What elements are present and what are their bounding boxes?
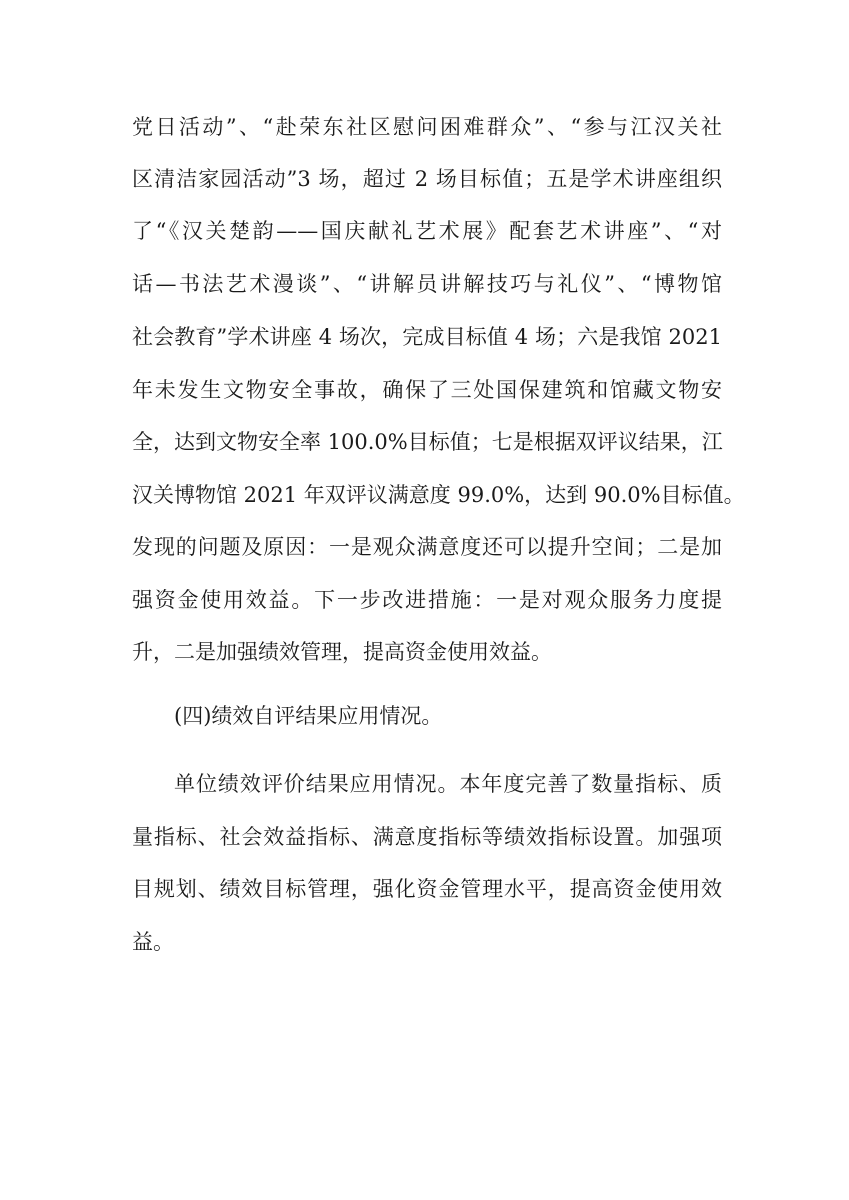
paragraph-1-line-2: 区清洁家园活动”3 场，超过 2 场目标值；五是学术讲座组织 <box>132 167 722 191</box>
paragraph-1-line-11: 升，二是加强绩效管理，提高资金使用效益。 <box>132 640 552 664</box>
paragraph-1-line-6: 年未发生文物安全事故，确保了三处国保建筑和馆藏文物安 <box>132 378 722 402</box>
paragraph-1-line-4: 话—书法艺术漫谈”、“讲解员讲解技巧与礼仪”、“博物馆 <box>132 272 722 296</box>
paragraph-2-line-4: 益。 <box>132 930 174 954</box>
paragraph-1-line-7: 全，达到文物安全率 100.0%目标值；七是根据双评议结果，江 <box>132 430 723 454</box>
paragraph-2-line-2: 量指标、社会效益指标、满意度指标等绩效指标设置。加强项 <box>132 825 722 849</box>
section-heading: (四)绩效自评结果应用情况。 <box>174 704 443 728</box>
paragraph-1-line-3: 了“《汉关楚韵——国庆献礼艺术展》配套艺术讲座”、“对 <box>132 219 722 243</box>
paragraph-1-line-5: 社会教育”学术讲座 4 场次，完成目标值 4 场；六是我馆 2021 <box>132 325 722 349</box>
paragraph-1-line-1: 党日活动”、“赴荣东社区慰问困难群众”、“参与江汉关社 <box>132 115 722 139</box>
paragraph-1-line-10: 强资金使用效益。下一步改进措施：一是对观众服务力度提 <box>132 588 722 612</box>
paragraph-1-line-9: 发现的问题及原因：一是观众满意度还可以提升空间；二是加 <box>132 535 722 559</box>
paragraph-1-line-8: 汉关博物馆 2021 年双评议满意度 99.0%，达到 90.0%目标值。 <box>132 483 745 507</box>
paragraph-2-line-3: 目规划、绩效目标管理，强化资金管理水平，提高资金使用效 <box>132 877 722 901</box>
paragraph-2-line-1: 单位绩效评价结果应用情况。本年度完善了数量指标、质 <box>174 772 722 796</box>
